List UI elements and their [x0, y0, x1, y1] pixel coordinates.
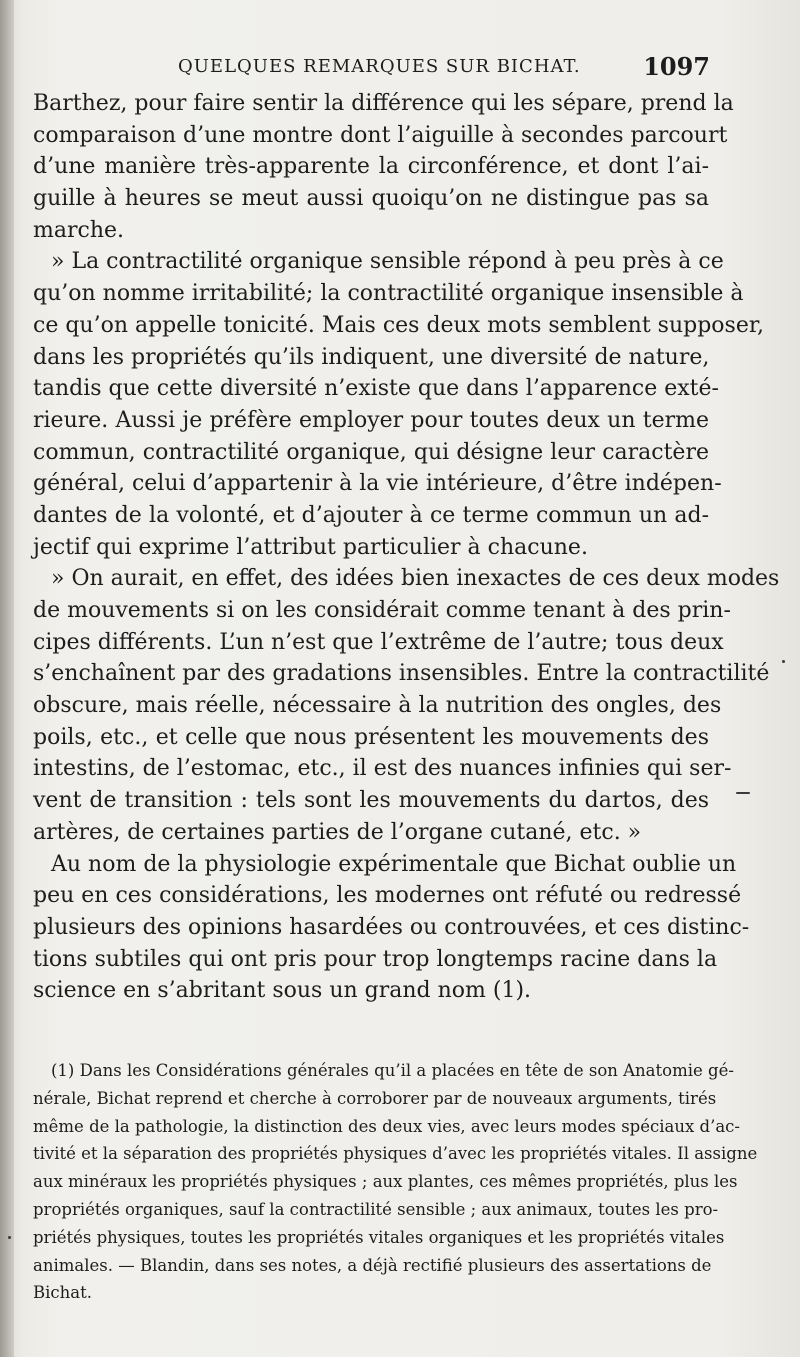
text-line: dans les propriétés qu’ils indiquent, une diversité de nature,: [33, 344, 710, 370]
footnote-line: nérale, Bichat reprend et cherche à corroborer par de nouveaux arguments, tirés: [33, 1088, 717, 1108]
text-line: s’enchaînent par des gradations insensibles. Entre la contractilité: [33, 661, 770, 687]
text-line: plusieurs des opinions hasardées ou controuvées, et ces distinc-: [33, 914, 750, 940]
text-line: tandis que cette diversité n’existe que dans l’apparence exté-: [33, 376, 719, 402]
text-line: Au nom de la physiologie expérimentale que Bichat oublie un: [51, 851, 737, 877]
footnote-line: (1) Dans les Considérations générales qu’il a placées en tête de son Anatomie gé-: [51, 1061, 734, 1080]
running-title: QUELQUES REMARQUES SUR BICHAT.: [178, 56, 581, 77]
text-line: guille à heures se meut aussi quoiqu’on ne distingue pas sa: [33, 186, 709, 212]
page-header: [28, 50, 710, 84]
main-text: [33, 88, 780, 1007]
text-line: commun, contractilité organique, qui désigne leur caractère: [33, 439, 709, 465]
text-line: d’une manière très-apparente la circonférence, et dont l’ai-: [33, 154, 709, 180]
margin-mark: [736, 792, 750, 794]
binding-shadow: [0, 0, 14, 1357]
margin-mark: [8, 1236, 11, 1239]
footnote-line: propriétés organiques, sauf la contractilité sensible ; aux animaux, toutes les pro-: [33, 1199, 719, 1219]
text-line: marche.: [33, 217, 124, 243]
footnote-line: même de la pathologie, la distinction des deux vies, avec leurs modes spéciaux d’ac-: [33, 1116, 740, 1136]
text-line: général, celui d’appartenir à la vie intérieure, d’être indépen-: [33, 471, 722, 497]
text-line: qu’on nomme irritabilité; la contractilité organique insensible à: [33, 281, 744, 307]
text-line: vent de transition : tels sont les mouvements du dartos, des: [33, 788, 709, 814]
footnote-line: Bichat.: [33, 1283, 92, 1303]
text-line: de mouvements si on les considérait comme tenant à des prin-: [33, 598, 731, 623]
text-line: peu en ces considérations, les modernes ont réfuté ou redressé: [33, 883, 742, 909]
text-line: artères, de certaines parties de l’organe cutané, etc. »: [33, 819, 642, 845]
text-line: rieure. Aussi je préfère employer pour toutes deux un terme: [33, 407, 709, 433]
text-line: Barthez, pour faire sentir la différence qui les sépare, prend la: [33, 91, 734, 116]
text-line: science en s’abritant sous un grand nom (1).: [33, 978, 532, 1004]
text-line: ce qu’on appelle tonicité. Mais ces deux mots semblent supposer,: [33, 312, 764, 338]
page-number: 1097: [643, 52, 710, 81]
text-line: comparaison d’une montre dont l’aiguille à secondes parcourt: [33, 122, 728, 148]
footnote-line: priétés physiques, toutes les propriétés vitales organiques et les propriétés vitales: [33, 1227, 725, 1247]
footnote-line: tivité et la séparation des propriétés physiques d’avec les propriétés vitales. Il assigne: [33, 1144, 758, 1164]
text-line: tions subtiles qui ont pris pour trop longtemps racine dans la: [33, 946, 718, 972]
text-line: dantes de la volonté, et d’ajouter à ce terme commun un ad-: [33, 502, 709, 528]
text-line: » La contractilité organique sensible répond à peu près à ce: [51, 249, 724, 275]
text-line: jectif qui exprime l’attribut particulier à chacune.: [33, 534, 588, 560]
text-line: obscure, mais réelle, nécessaire à la nutrition des ongles, des: [33, 693, 722, 719]
footnote-line: aux minéraux les propriétés physiques ; aux plantes, ces mêmes propriétés, plus les: [33, 1172, 738, 1192]
text-line: » On aurait, en effet, des idées bien inexactes de ces deux modes: [51, 566, 780, 592]
text-line: poils, etc., et celle que nous présentent les mouvements des: [33, 724, 709, 750]
text-line: intestins, de l’estomac, etc., il est des nuances infinies qui ser-: [33, 756, 732, 782]
margin-mark: [782, 660, 785, 663]
footnote: [33, 1057, 758, 1307]
text-line: cipes différents. L’un n’est que l’extrême de l’autre; tous deux: [33, 629, 724, 655]
footnote-line: animales. — Blandin, dans ses notes, a déjà rectifié plusieurs des assertations de: [33, 1255, 712, 1275]
